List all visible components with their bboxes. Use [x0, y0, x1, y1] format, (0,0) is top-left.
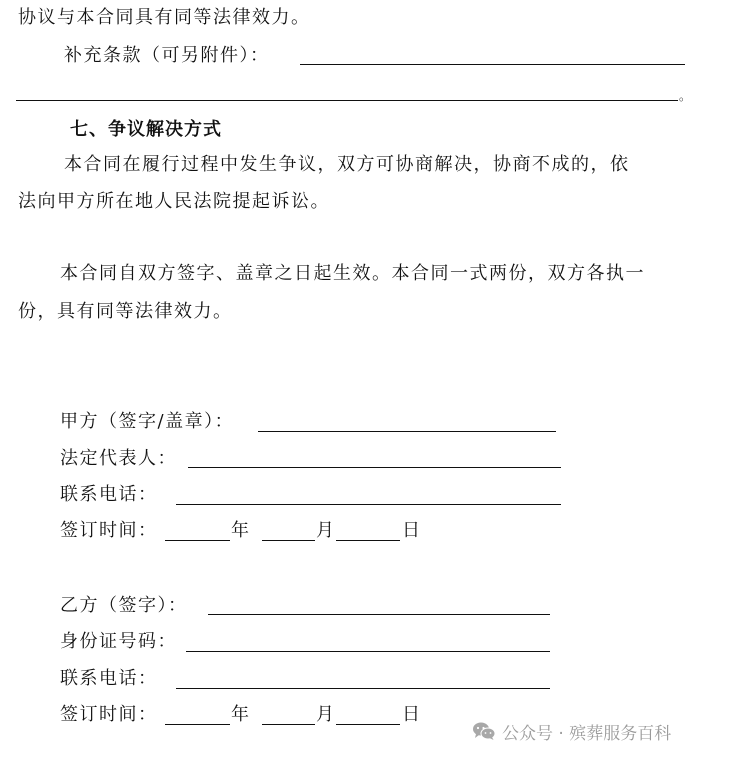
party-a-sign-label: 甲方（签字/盖章）： [60, 411, 235, 432]
watermark [472, 718, 671, 744]
year-label: 年 [231, 704, 251, 725]
section-title: 七、争议解决方式 [70, 119, 222, 140]
party-b-day-field[interactable] [336, 724, 400, 725]
paragraph-line: 法向甲方所在地人民法院提起诉讼。 [18, 191, 330, 212]
supplement-end: 。 [679, 89, 693, 103]
supplement-blank-1[interactable] [300, 64, 685, 65]
party-b-id-field[interactable] [186, 651, 550, 652]
day-label: 日 [402, 704, 422, 725]
party-a-sign-field[interactable] [258, 431, 556, 432]
party-a-phone-field[interactable] [176, 504, 561, 505]
paragraph-line: 本合同自双方签字、盖章之日起生效。本合同一式两份，双方各执一 [60, 263, 645, 284]
watermark-text: 公众号 · 殡葬服务百科 [502, 723, 672, 744]
party-a-year-field[interactable] [165, 540, 230, 541]
party-a-day-field[interactable] [336, 540, 400, 541]
paragraph-line: 本合同在履行过程中发生争议，双方可协商解决，协商不成的，依 [64, 154, 630, 175]
party-b-id-label: 身份证号码： [60, 631, 177, 652]
year-label: 年 [231, 520, 251, 541]
supplement-label: 补充条款（可另附件）： [64, 45, 270, 66]
party-a-phone-label: 联系电话： [60, 484, 158, 505]
party-a-rep-field[interactable] [188, 467, 561, 468]
party-a-rep-label: 法定代表人： [60, 448, 177, 469]
paragraph-line: 份，具有同等法律效力。 [18, 301, 233, 322]
party-b-month-field[interactable] [262, 724, 315, 725]
party-a-month-field[interactable] [262, 540, 315, 541]
party-a-date-label: 签订时间： [60, 520, 158, 541]
month-label: 月 [316, 520, 336, 541]
party-b-sign-label: 乙方（签字）： [60, 595, 188, 616]
party-b-phone-field[interactable] [176, 688, 550, 689]
paragraph-line: 协议与本合同具有同等法律效力。 [18, 7, 311, 28]
month-label: 月 [316, 704, 336, 725]
supplement-blank-2[interactable] [16, 100, 678, 101]
party-b-phone-label: 联系电话： [60, 668, 158, 689]
day-label: 日 [402, 520, 422, 541]
party-b-date-label: 签订时间： [60, 704, 158, 725]
party-b-sign-field[interactable] [208, 614, 550, 615]
wechat-icon [472, 721, 496, 741]
party-b-year-field[interactable] [165, 724, 230, 725]
